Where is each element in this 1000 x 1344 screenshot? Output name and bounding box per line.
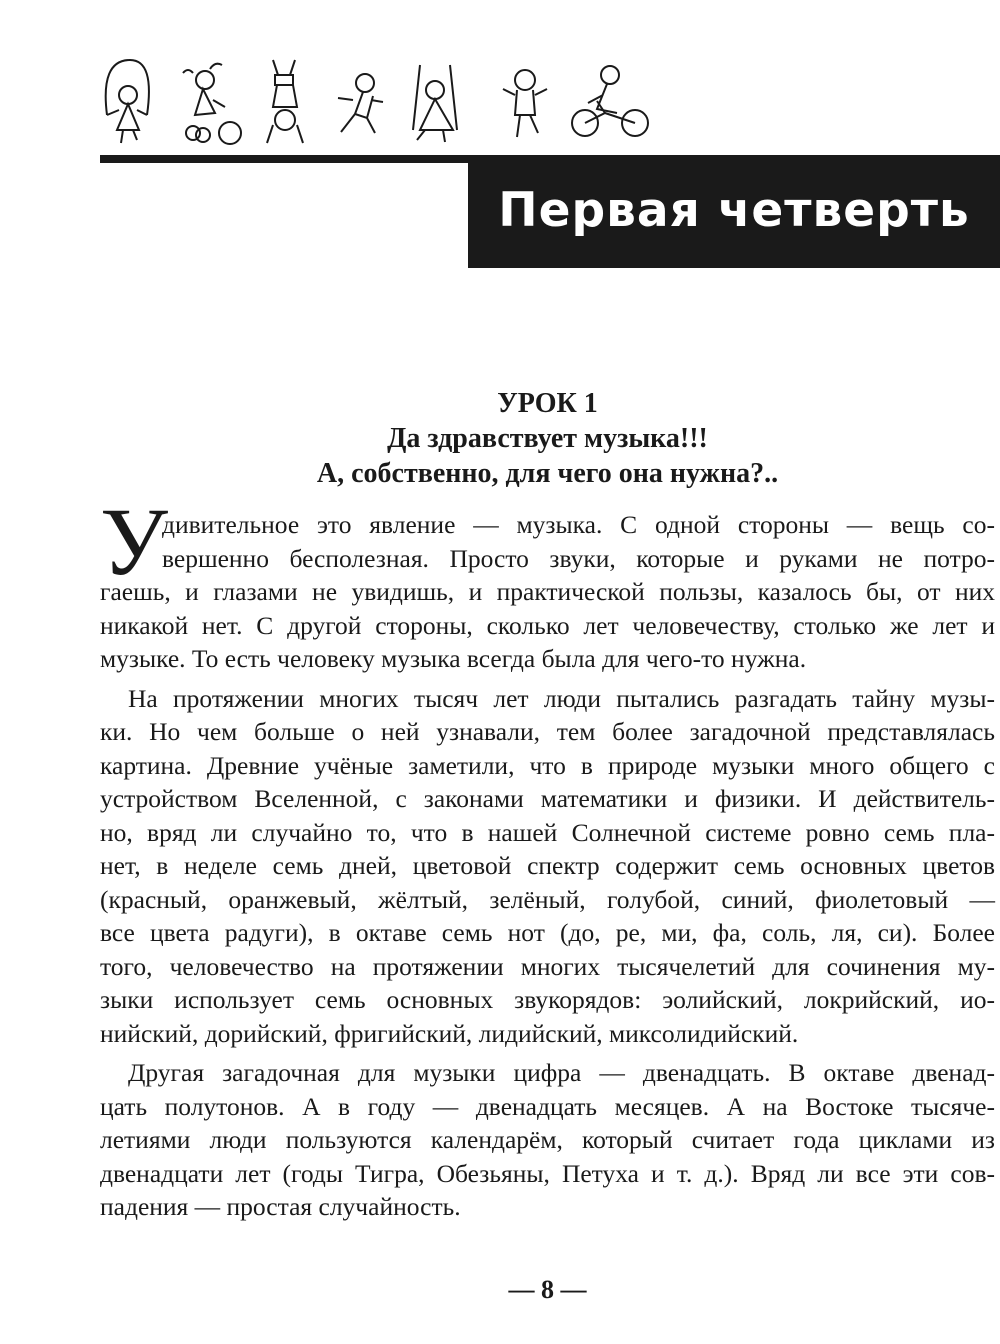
text-line: летиями люди пользуются календарём, который считает года циклами из: [100, 1125, 995, 1154]
child-tricycle-icon: [183, 64, 241, 144]
lesson-subtitle-1: Да здравствует музыка!!!: [387, 423, 708, 454]
text-line: зыки использует семь основных звукорядов: эолийский, локрийский, ио-: [100, 985, 995, 1014]
text-line: Другая загадочная для музыки цифра — двенадцать. В октаве двенад-: [128, 1058, 995, 1087]
section-title: Первая четверть: [498, 183, 970, 238]
text-line: падения — простая случайность.: [100, 1192, 461, 1221]
text-line: двенадцати лет (годы Тигра, Обезьяны, Петуха и т. д.). Вряд ли все эти сов-: [100, 1158, 995, 1188]
text-line: дивительное это явление — музыка. С одной стороны — вещь со-: [162, 510, 995, 539]
child-bicycle-icon: [572, 66, 648, 136]
text-line: вершенно бесполезная. Просто звуки, которые и руками не потро-: [162, 543, 995, 573]
lesson-number: УРОК 1: [497, 388, 598, 419]
children-illustrations: [95, 55, 655, 150]
text-line: ки. Но чем больше о ней узнавали, тем более загадочной представлялась: [100, 717, 995, 746]
text-line: все цвета радуги), в октаве семь нот (до, ре, ми, фа, соль, ля, си). Более: [100, 918, 995, 947]
text-line: но, вряд ли случайно то, что в нашей Солнечной системе ровно семь пла-: [100, 817, 995, 847]
lesson-subtitle-2: А, собственно, для чего она нужна?..: [316, 458, 779, 489]
child-standing-icon: [503, 70, 547, 137]
child-swing-icon: [413, 65, 457, 142]
drop-cap: У: [100, 488, 168, 595]
paragraph: [100, 682, 995, 1051]
text-line: картина. Древние учёные заметили, что в природе музыки много общего с: [100, 750, 995, 780]
text-line: цать полутонов. А в году — двенадцать месяцев. А на Востоке тысяче-: [100, 1091, 995, 1121]
text-line: гаешь, и глазами не увидишь, и практической пользы, казалось бы, от них: [100, 577, 995, 606]
text-line: (красный, оранжевый, жёлтый, зелёный, голубой, синий, фиолетовый —: [100, 884, 995, 914]
child-handstand-icon: [267, 60, 303, 143]
text-line: музыке. То есть человеку музыка всегда была для чего-то нужна.: [100, 644, 807, 673]
paragraph: [100, 1056, 995, 1224]
paragraph: [100, 508, 995, 676]
body-text: [100, 508, 995, 1230]
child-running-icon: [338, 74, 383, 133]
text-line: На протяжении многих тысяч лет люди пытались разгадать тайну музы-: [128, 683, 995, 713]
text-line: нет, в неделе семь дней, цветовой спектр содержит семь основных цветов: [100, 851, 995, 880]
section-title-box: [468, 155, 1000, 268]
child-jump-rope-icon: [106, 60, 149, 143]
text-line: устройством Вселенной, с законами математики и физики. И действитель-: [100, 784, 995, 813]
page-number: — 8 —: [508, 1275, 587, 1304]
text-line: нийский, дорийский, фригийский, лидийский, миксолидийский.: [100, 1018, 799, 1048]
text-line: никакой нет. С другой стороны, сколько лет человечеству, столько же лет и: [100, 610, 995, 640]
text-line: того, человечество на протяжении многих тысячелетий для сочинения му-: [100, 951, 995, 981]
